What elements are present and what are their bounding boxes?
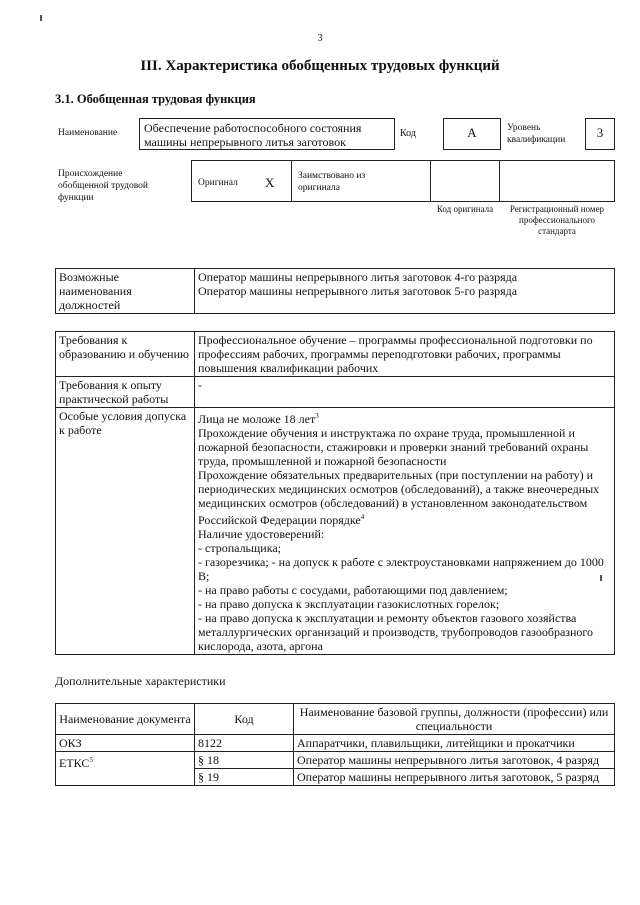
- position-item: Оператор машины непрерывного литья заготовок 5-го разряда: [198, 284, 518, 298]
- condition-line: - на право допуска к эксплуатации газокислотных горелок;: [198, 597, 500, 611]
- page-number: 3: [317, 33, 323, 44]
- conditions-label: Особые условия допуска к работе: [56, 408, 195, 655]
- experience-value: -: [195, 377, 615, 408]
- etks-doc: ЕТКС$^5$: [56, 752, 195, 786]
- origin-label: Происхождение обобщенной трудовой функции: [58, 169, 148, 203]
- name-label: Наименование: [58, 128, 118, 138]
- header-code: Код: [195, 704, 294, 735]
- positions-label: Возможные наименования должностей: [56, 269, 195, 314]
- condition-line: - стропальщика;: [198, 541, 281, 555]
- condition-line: - на право работы с сосудами, работающими под давлением;: [198, 583, 508, 597]
- okz-doc: ОКЗ: [56, 735, 195, 752]
- education-label: Требования к образованию и обучению: [56, 332, 195, 377]
- section-title: III. Характеристика обобщенных трудовых функций: [140, 58, 500, 74]
- subsection-title: 3.1. Обобщенная трудовая функция: [55, 92, 256, 106]
- reg-number-caption: Регистрационный номер профессионального стандарта: [509, 204, 605, 236]
- condition-line: - газорезчика; - на допуск к работе с электроустановками напряжением до 1000 В;: [198, 555, 604, 583]
- requirements-table: [55, 331, 615, 655]
- positions-values: [195, 269, 615, 314]
- name-value: Обеспечение работоспособного состояния машины непрерывного литья заготовок: [139, 118, 395, 150]
- original-label: Оригинал: [198, 178, 238, 188]
- original-mark: X: [265, 175, 275, 190]
- condition-line: Наличие удостоверений:: [198, 527, 325, 541]
- etks-code: § 18: [195, 752, 294, 769]
- okz-code: 8122: [195, 735, 294, 752]
- scan-mark: [40, 15, 42, 21]
- header-name: Наименование базовой группы, должности (профессии) или специальности: [294, 704, 615, 735]
- condition-line: Прохождение обязательных предварительных (при поступлении на работу) и периодических медицинских осмотров (обследований), а также внеочередных медицинских осмотров (обследований) в установленном законодательством Российской Федерации порядке$^4$: [198, 468, 600, 527]
- origin-divider: [291, 160, 292, 202]
- conditions-value: [195, 408, 615, 655]
- level-label: Уровень квалификации: [507, 123, 566, 145]
- header-document: Наименование документа: [56, 704, 195, 735]
- borrowed-label: Заимствовано из оригинала: [298, 171, 366, 193]
- code-label: Код: [400, 128, 416, 139]
- origin-divider: [430, 160, 431, 202]
- positions-table: [55, 268, 615, 314]
- education-value: Профессиональное обучение – программы профессиональной подготовки по профессиям рабочих, программы переподготовки рабочих, программы повышения квалификации рабочих: [195, 332, 615, 377]
- code-original-caption: Код оригинала: [436, 204, 494, 214]
- additional-table: [55, 703, 615, 786]
- origin-divider: [499, 160, 500, 202]
- experience-label: Требования к опыту практической работы: [56, 377, 195, 408]
- condition-line: Прохождение обучения и инструктажа по охране труда, промышленной и пожарной безопасности, стажировки и проверки знаний требований охраны труда, промышленной и пожарной безопасности: [198, 426, 589, 468]
- okz-name: Аппаратчики, плавильщики, литейщики и прокатчики: [294, 735, 615, 752]
- position-item: Оператор машины непрерывного литья заготовок 4-го разряда: [198, 270, 518, 284]
- condition-line: - на право допуска к эксплуатации и ремонту объектов газового хозяйства металлургических организаций и производств, трубопроводов газообразного кислорода, азота, аргона: [198, 611, 594, 653]
- etks-name: Оператор машины непрерывного литья заготовок, 4 разряд: [294, 752, 615, 769]
- etks-name: Оператор машины непрерывного литья заготовок, 5 разряд: [294, 769, 615, 786]
- level-value: 3: [585, 118, 615, 150]
- condition-line: Лица не моложе 18 лет$^3$: [198, 412, 319, 426]
- etks-code: § 19: [195, 769, 294, 786]
- code-value: А: [443, 118, 501, 150]
- additional-title: Дополнительные характеристики: [55, 674, 226, 688]
- origin-table: [191, 160, 615, 202]
